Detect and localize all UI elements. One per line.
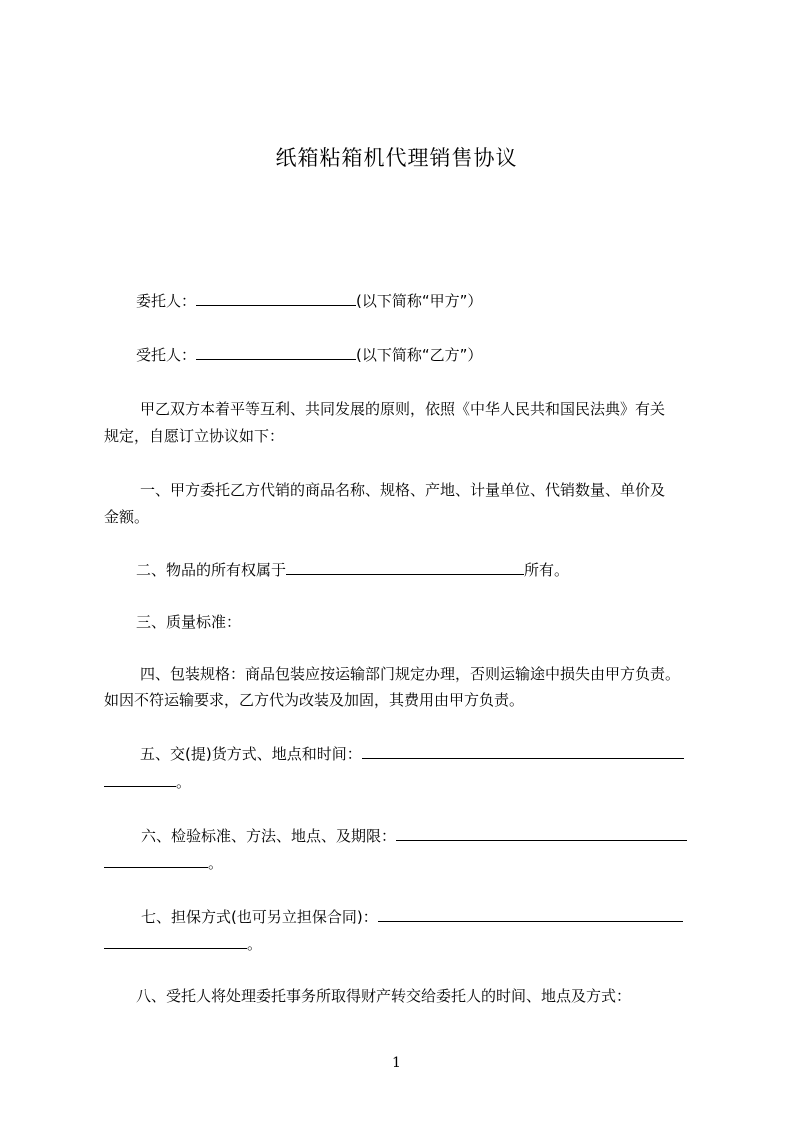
trustee-line: [136, 344, 736, 365]
clause-6-prefix: 六、检验标准、方法、地点、及期限：: [141, 827, 397, 845]
clause-7-line-2: [104, 933, 704, 954]
ownership-blank[interactable]: [286, 559, 524, 575]
trustee-suffix: (以下简称“乙方”）: [356, 346, 483, 364]
clause-7-line-1: [141, 906, 741, 927]
clause-6-line-1: [141, 825, 741, 846]
clause-5-line-2: [104, 771, 704, 792]
trustee-label: 受托人：: [136, 346, 197, 364]
delivery-blank-1[interactable]: [362, 743, 684, 759]
clause-4-line-1: 四、包装规格：商品包装应按运输部门规定办理，否则运输途中损失由甲方负责。: [140, 665, 681, 683]
guarantee-blank-1[interactable]: [378, 906, 683, 922]
inspection-blank-1[interactable]: [396, 825, 687, 841]
clause-2-line: [136, 559, 736, 580]
intro-line-1: 甲乙双方本着平等互利、共同发展的原则，依照《中华人民共和国民法典》有关: [140, 400, 666, 418]
clause-8: 八、受托人将处理委托事务所取得财产转交给委托人的时间、地点及方式：: [136, 987, 632, 1005]
clause-7-end: 。: [247, 935, 263, 953]
clause-3: 三、质量标准：: [136, 613, 242, 631]
clause-2-suffix: 所有。: [524, 561, 570, 579]
clause-7-prefix: 七、担保方式(也可另立担保合同)：: [141, 908, 378, 926]
clause-2-prefix: 二、物品的所有权属于: [136, 561, 287, 579]
page-title: 纸箱粘箱机代理销售协议: [275, 146, 518, 170]
entrustor-label: 委托人：: [136, 292, 197, 310]
entrustor-line: [136, 290, 736, 311]
clause-5-end: 。: [176, 773, 192, 791]
trustee-blank[interactable]: [196, 344, 356, 360]
delivery-blank-2[interactable]: [104, 771, 176, 787]
intro-line-2: 规定，自愿订立协议如下：: [104, 427, 285, 445]
entrustor-blank[interactable]: [196, 290, 356, 306]
guarantee-blank-2[interactable]: [104, 933, 247, 949]
clause-1-line-2: 金额。: [104, 508, 150, 526]
entrustor-suffix: (以下简称“甲方”）: [356, 292, 483, 310]
clause-6-end: 。: [208, 854, 224, 872]
page-number: 1: [392, 1055, 401, 1071]
clause-5-line-1: [140, 743, 740, 764]
clause-5-prefix: 五、交(提)货方式、地点和时间：: [140, 745, 362, 763]
clause-1-line-1: 一、甲方委托乙方代销的商品名称、规格、产地、计量单位、代销数量、单价及: [140, 481, 666, 499]
clause-6-line-2: [104, 852, 704, 873]
inspection-blank-2[interactable]: [104, 852, 208, 868]
clause-4-line-2: 如因不符运输要求，乙方代为改装及加固，其费用由甲方负责。: [104, 691, 525, 709]
